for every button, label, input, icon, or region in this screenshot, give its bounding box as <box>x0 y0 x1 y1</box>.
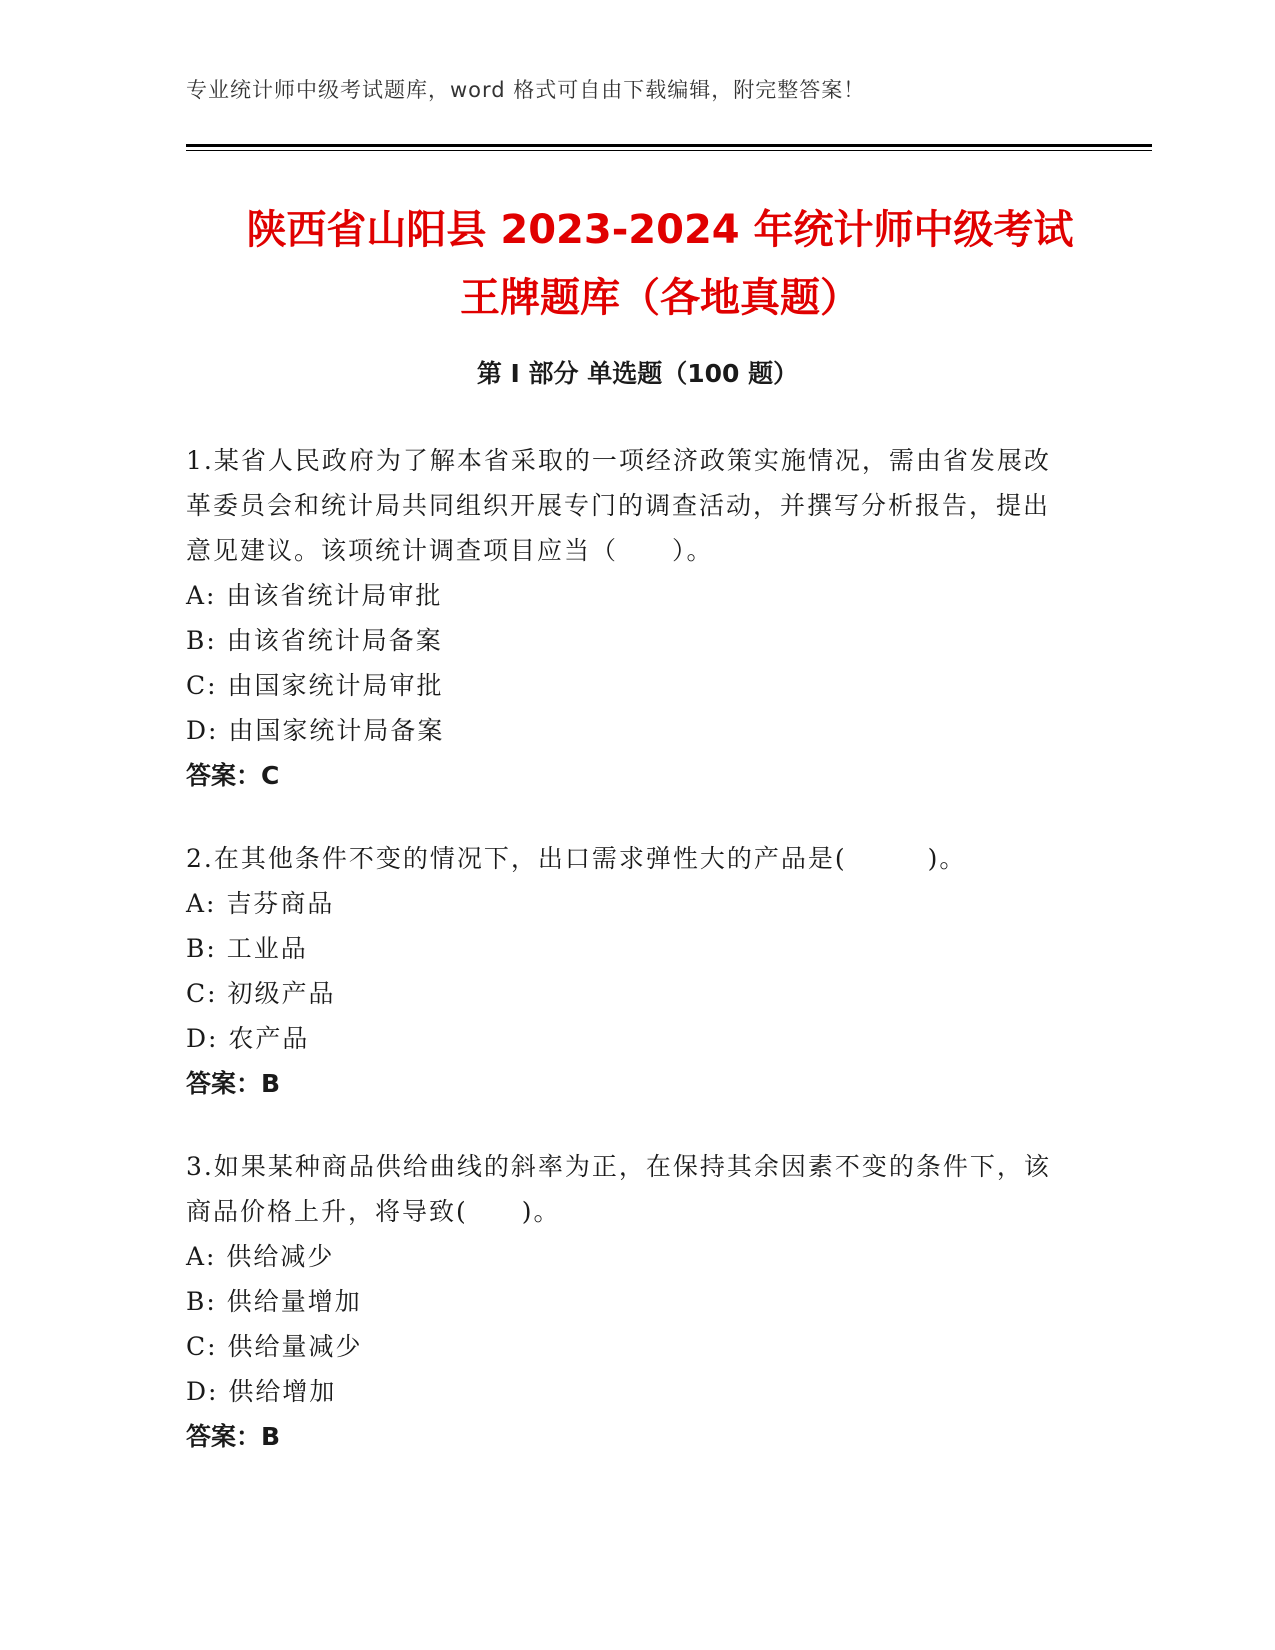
option-d: D: 供给增加 <box>186 1377 337 1406</box>
question-text: 2.在其他条件不变的情况下，出口需求弹性大的产品是( )。 <box>186 844 967 873</box>
option-d: D: 农产品 <box>186 1024 310 1053</box>
option-a: A: 吉芬商品 <box>186 889 335 918</box>
header-rule-thin <box>186 150 1152 151</box>
answer: 答案：B <box>186 1422 281 1451</box>
title-line-2: 王牌题库（各地真题） <box>460 275 860 321</box>
option-b: B: 由该省统计局备案 <box>186 626 443 655</box>
question-list <box>186 438 1066 1497</box>
option-b: B: 工业品 <box>186 934 308 963</box>
option-a: A: 由该省统计局审批 <box>186 581 443 610</box>
answer: 答案：B <box>186 1069 281 1098</box>
header-rule-thick <box>186 144 1152 147</box>
document-title <box>160 196 1160 332</box>
option-c: C: 供给量减少 <box>186 1332 363 1361</box>
option-c: C: 由国家统计局审批 <box>186 671 444 700</box>
option-a: A: 供给减少 <box>186 1242 335 1271</box>
question-2 <box>186 836 1066 1106</box>
question-1 <box>186 438 1066 798</box>
answer: 答案：C <box>186 761 280 790</box>
title-line-1: 陕西省山阳县 2023-2024 年统计师中级考试 <box>246 207 1074 253</box>
question-text: 3.如果某种商品供给曲线的斜率为正，在保持其余因素不变的条件下，该商品价格上升，将导致( )。 <box>186 1152 1051 1226</box>
option-b: B: 供给量增加 <box>186 1287 362 1316</box>
section-title: 第 I 部分 单选题（100 题） <box>476 359 799 388</box>
header-note: 专业统计师中级考试题库，word 格式可自由下载编辑，附完整答案！ <box>186 78 866 102</box>
question-text: 1.某省人民政府为了解本省采取的一项经济政策实施情况，需由省发展改革委员会和统计局共同组织开展专门的调查活动，并撰写分析报告，提出意见建议。该项统计调查项目应当（ ）。 <box>186 446 1051 565</box>
question-3 <box>186 1144 1066 1459</box>
option-d: D: 由国家统计局备案 <box>186 716 445 745</box>
option-c: C: 初级产品 <box>186 979 336 1008</box>
